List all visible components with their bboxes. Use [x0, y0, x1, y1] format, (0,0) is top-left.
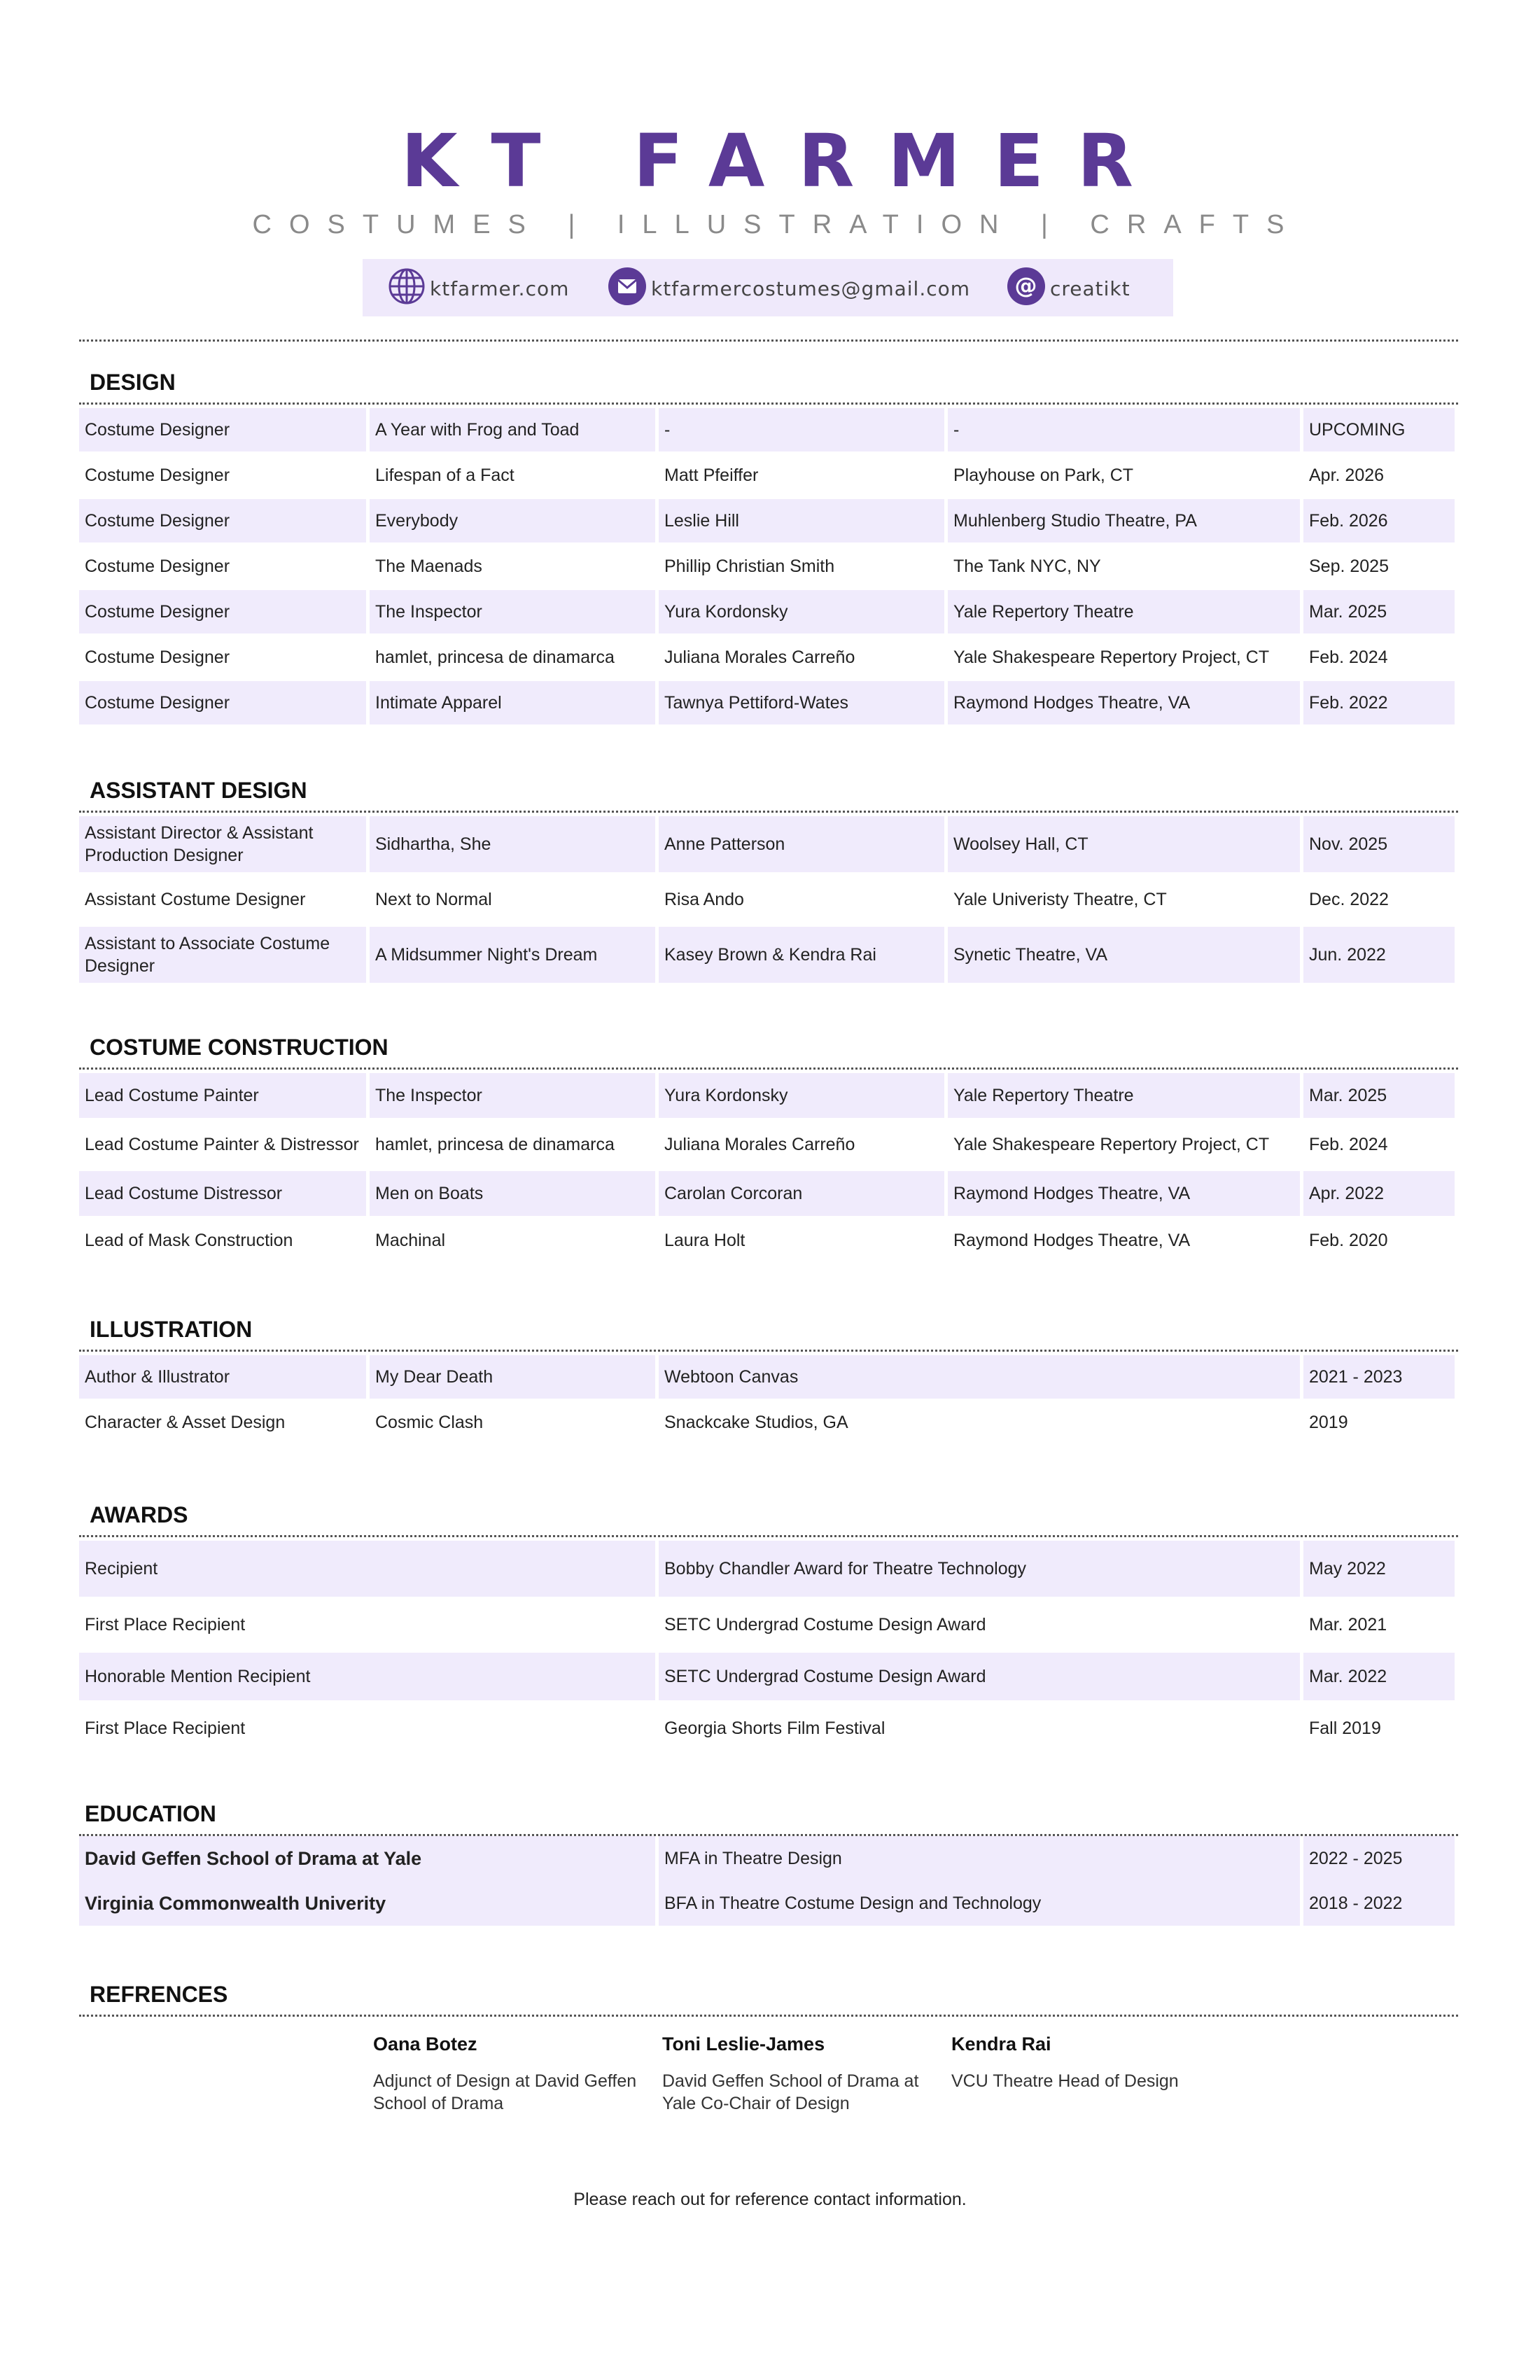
design-table — [79, 408, 1458, 724]
table-row — [79, 590, 1458, 634]
construction-table — [79, 1073, 1458, 1263]
table-cell: Juliana Morales Carreño — [664, 1135, 855, 1154]
table-cell: hamlet, princesa de dinamarca — [375, 1135, 615, 1154]
table-cell: Webtoon Canvas — [659, 1355, 1300, 1399]
reference-name: Oana Botez — [373, 2033, 477, 2054]
table-cell: hamlet, princesa de dinamarca — [375, 648, 615, 667]
table-cell: David Geffen School of Drama at Yale — [79, 1836, 655, 1881]
table-cell: First Place Recipient — [85, 1615, 246, 1634]
table-cell: Snackcake Studios, GA — [664, 1413, 848, 1432]
table-row — [79, 454, 1458, 497]
design-section — [79, 364, 1458, 724]
table-cell: Matt Pfeiffer — [664, 465, 759, 485]
table-cell: MFA in Theatre Design — [659, 1836, 1300, 1881]
reference-name: Toni Leslie-James — [662, 2033, 825, 2054]
table-row — [79, 1401, 1458, 1444]
header-divider — [79, 340, 1458, 342]
email-text: ktfarmercostumes@gmail.com — [651, 276, 971, 300]
table-cell: SETC Undergrad Costume Design Award — [659, 1653, 1300, 1700]
table-cell: 2018 - 2022 — [1303, 1881, 1455, 1926]
table-row — [79, 927, 1458, 983]
table-cell: The Inspector — [370, 1073, 655, 1118]
table-row — [79, 636, 1458, 679]
assistant-design-section — [79, 772, 1458, 983]
table-row — [79, 681, 1458, 724]
reference-title: David Geffen School of Drama at Yale Co-Chair of Design — [662, 2071, 919, 2113]
reference-card — [373, 2033, 653, 2115]
table-cell: Costume Designer — [79, 499, 366, 542]
table-row — [79, 545, 1458, 588]
table-row — [79, 1218, 1458, 1263]
table-cell: Playhouse on Park, CT — [953, 465, 1134, 485]
table-cell: The Maenads — [375, 556, 482, 576]
table-cell: 2019 — [1309, 1413, 1348, 1432]
at-sign-icon — [1007, 267, 1050, 311]
table-cell: Next to Normal — [375, 890, 492, 909]
table-cell: Lead Costume Distressor — [79, 1171, 366, 1216]
table-cell: Anne Patterson — [659, 816, 944, 872]
table-row — [79, 816, 1458, 872]
table-cell: Cosmic Clash — [375, 1413, 484, 1432]
illustration-section — [79, 1311, 1458, 1444]
table-cell: Yale Shakespeare Repertory Project, CT — [953, 1135, 1270, 1154]
table-row — [79, 1171, 1458, 1216]
table-cell: - — [948, 408, 1300, 451]
section-title: EDUCATION — [79, 1795, 1458, 1836]
resume-tagline: COSTUMES | ILLUSTRATION | CRAFTS — [252, 210, 1302, 239]
table-cell: 2022 - 2025 — [1303, 1836, 1455, 1881]
table-cell: Apr. 2022 — [1303, 1171, 1455, 1216]
table-cell: SETC Undergrad Costume Design Award — [664, 1615, 986, 1634]
table-row — [79, 875, 1458, 924]
table-cell: The Tank NYC, NY — [953, 556, 1101, 576]
table-cell: Apr. 2026 — [1309, 465, 1385, 485]
table-row — [79, 499, 1458, 542]
table-cell: Lifespan of a Fact — [375, 465, 514, 485]
table-row — [79, 1653, 1458, 1700]
table-cell: Phillip Christian Smith — [664, 556, 835, 576]
table-cell: Laura Holt — [664, 1231, 746, 1250]
table-cell: Carolan Corcoran — [659, 1171, 944, 1216]
table-cell: Yale Univeristy Theatre, CT — [953, 890, 1167, 909]
table-cell: Jun. 2022 — [1303, 927, 1455, 983]
table-row — [79, 1881, 1458, 1926]
references-section — [79, 1976, 1458, 2017]
table-cell: Feb. 2022 — [1303, 681, 1455, 724]
table-cell: My Dear Death — [370, 1355, 655, 1399]
table-cell: Feb. 2026 — [1303, 499, 1455, 542]
section-title: DESIGN — [79, 364, 1458, 405]
table-cell: Feb. 2020 — [1309, 1231, 1388, 1250]
table-cell: - — [659, 408, 944, 451]
table-cell: Costume Designer — [85, 556, 230, 576]
table-cell: Woolsey Hall, CT — [948, 816, 1300, 872]
education-section — [79, 1795, 1458, 1926]
table-row — [79, 1073, 1458, 1118]
table-cell: Virginia Commonwealth Univerity — [79, 1881, 655, 1926]
table-cell: Raymond Hodges Theatre, VA — [948, 681, 1300, 724]
reference-title: VCU Theatre Head of Design — [951, 2071, 1179, 2091]
table-cell: The Inspector — [370, 590, 655, 634]
illustration-table — [79, 1355, 1458, 1444]
resume-name: KT FARMER — [400, 118, 1168, 204]
table-cell: Costume Designer — [79, 681, 366, 724]
table-cell: Mar. 2025 — [1303, 1073, 1455, 1118]
table-cell: Character & Asset Design — [85, 1413, 286, 1432]
globe-icon — [388, 267, 430, 310]
table-cell: Mar. 2021 — [1309, 1615, 1387, 1634]
website-text: ktfarmer.com — [430, 276, 570, 300]
svg-text:@: @ — [1014, 272, 1038, 299]
table-cell: Machinal — [375, 1231, 446, 1250]
table-cell: Kasey Brown & Kendra Rai — [659, 927, 944, 983]
table-cell: A Year with Frog and Toad — [370, 408, 655, 451]
table-cell: Lead of Mask Construction — [85, 1231, 293, 1250]
section-title: AWARDS — [79, 1497, 1458, 1537]
table-cell: Assistant Costume Designer — [85, 890, 306, 909]
awards-table — [79, 1541, 1458, 1752]
table-cell: Sep. 2025 — [1309, 556, 1389, 576]
table-cell: 2021 - 2023 — [1303, 1355, 1455, 1399]
envelope-icon — [608, 267, 651, 311]
handle-text: creatikt — [1050, 276, 1130, 300]
table-cell: May 2022 — [1303, 1541, 1455, 1597]
table-cell: Feb. 2024 — [1309, 1135, 1388, 1154]
table-cell: Sidhartha, She — [370, 816, 655, 872]
table-cell: Synetic Theatre, VA — [948, 927, 1300, 983]
section-title: ILLUSTRATION — [79, 1311, 1458, 1352]
construction-section — [79, 1029, 1458, 1263]
table-cell: Honorable Mention Recipient — [79, 1653, 655, 1700]
table-cell: Yura Kordonsky — [659, 590, 944, 634]
reference-card — [662, 2033, 942, 2115]
table-cell: Mar. 2025 — [1303, 590, 1455, 634]
table-cell: Author & Illustrator — [79, 1355, 366, 1399]
table-row — [79, 1120, 1458, 1169]
table-cell: Costume Designer — [79, 590, 366, 634]
table-cell: Yale Repertory Theatre — [948, 1073, 1300, 1118]
table-cell: Assistant Director & Assistant Production Designer — [79, 816, 366, 872]
table-cell: Muhlenberg Studio Theatre, PA — [948, 499, 1300, 542]
table-cell: Everybody — [370, 499, 655, 542]
table-cell: Costume Designer — [85, 465, 230, 485]
section-title: REFRENCES — [79, 1976, 1458, 2017]
table-cell: Yale Repertory Theatre — [948, 590, 1300, 634]
table-cell: Yura Kordonsky — [659, 1073, 944, 1118]
table-cell: Bobby Chandler Award for Theatre Technology — [659, 1541, 1300, 1597]
table-cell: Raymond Hodges Theatre, VA — [953, 1231, 1191, 1250]
table-cell: Lead Costume Painter — [79, 1073, 366, 1118]
table-cell: First Place Recipient — [85, 1718, 246, 1738]
table-cell: Recipient — [79, 1541, 655, 1597]
assistant-design-table — [79, 816, 1458, 983]
reference-card — [951, 2033, 1231, 2092]
table-row — [79, 1355, 1458, 1399]
table-cell: Risa Ando — [664, 890, 744, 909]
table-cell: Assistant to Associate Costume Designer — [79, 927, 366, 983]
table-cell: Nov. 2025 — [1303, 816, 1455, 872]
social-handle-link[interactable] — [1007, 269, 1130, 308]
table-cell: Costume Designer — [79, 408, 366, 451]
table-row — [79, 1601, 1458, 1648]
section-title: COSTUME CONSTRUCTION — [79, 1029, 1458, 1070]
table-cell: Raymond Hodges Theatre, VA — [948, 1171, 1300, 1216]
table-cell: Tawnya Pettiford-Wates — [659, 681, 944, 724]
awards-section — [79, 1497, 1458, 1752]
table-cell: Dec. 2022 — [1309, 890, 1389, 909]
references-list — [79, 2033, 1458, 2118]
table-cell: Costume Designer — [85, 648, 230, 667]
table-cell: Fall 2019 — [1309, 1718, 1381, 1738]
table-cell: Men on Boats — [370, 1171, 655, 1216]
website-link[interactable] — [388, 269, 569, 308]
email-link[interactable] — [608, 269, 970, 308]
table-cell: BFA in Theatre Costume Design and Technology — [659, 1881, 1300, 1926]
references-note: Please reach out for reference contact information. — [573, 2190, 967, 2209]
table-row — [79, 408, 1458, 451]
table-cell: Feb. 2024 — [1309, 648, 1388, 667]
reference-name: Kendra Rai — [951, 2033, 1051, 2054]
section-title: ASSISTANT DESIGN — [79, 772, 1458, 813]
table-cell: Leslie Hill — [659, 499, 944, 542]
table-cell: UPCOMING — [1303, 408, 1455, 451]
reference-title: Adjunct of Design at David Geffen School of Drama — [373, 2071, 637, 2113]
table-cell: Intimate Apparel — [370, 681, 655, 724]
table-row — [79, 1836, 1458, 1881]
education-table — [79, 1836, 1458, 1926]
table-cell: A Midsummer Night's Dream — [370, 927, 655, 983]
contact-bar — [363, 259, 1173, 316]
table-cell: Mar. 2022 — [1303, 1653, 1455, 1700]
table-row — [79, 1704, 1458, 1752]
table-cell: Juliana Morales Carreño — [664, 648, 855, 667]
table-cell: Lead Costume Painter & Distressor — [85, 1135, 359, 1154]
table-row — [79, 1541, 1458, 1597]
table-cell: Yale Shakespeare Repertory Project, CT — [953, 648, 1270, 667]
table-cell: Georgia Shorts Film Festival — [664, 1718, 886, 1738]
